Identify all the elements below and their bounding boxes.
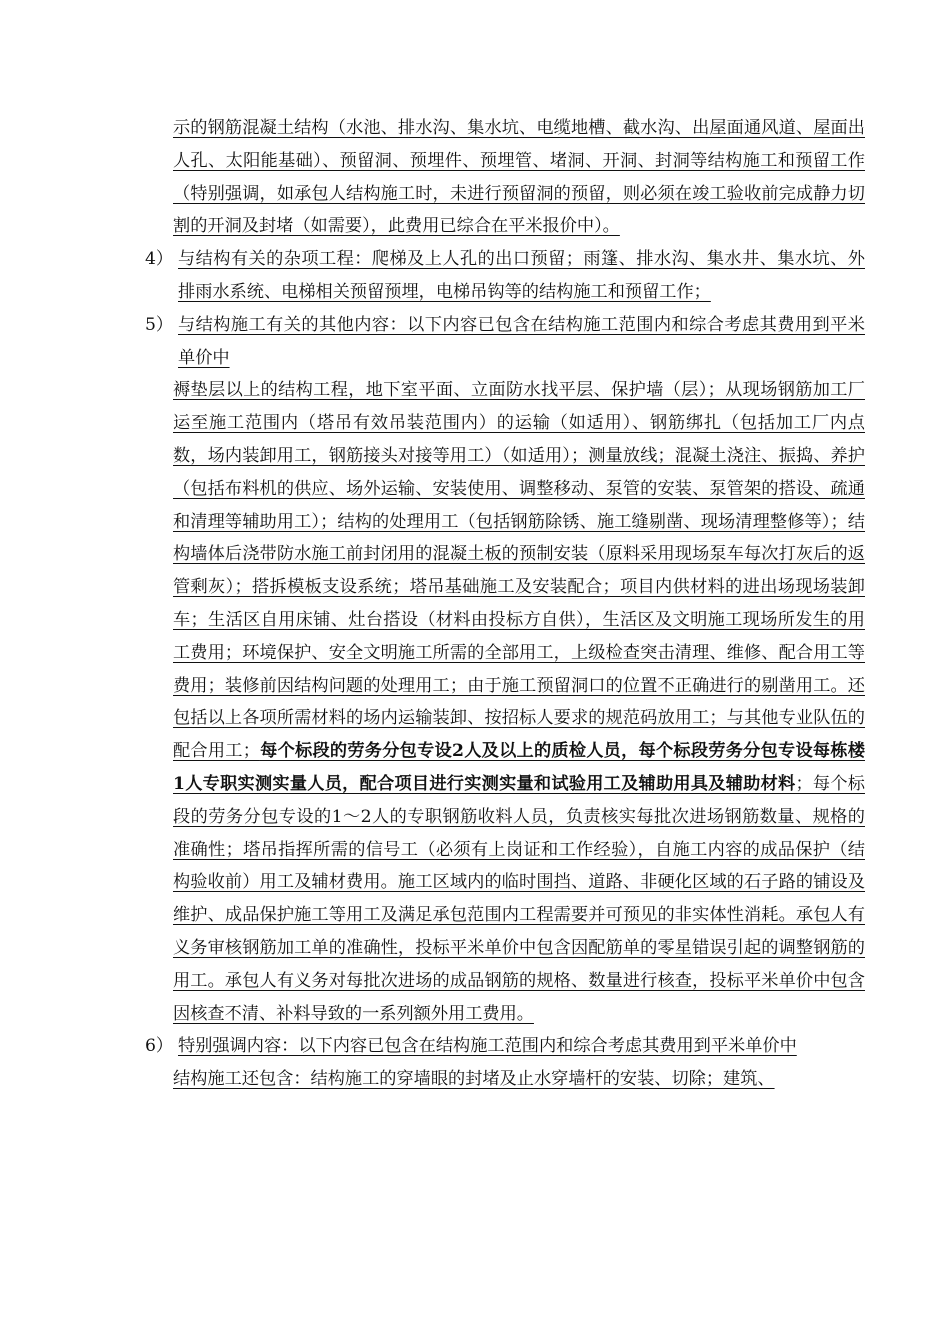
paragraph-continuation (145, 112, 865, 243)
list-item-text: 与结构有关的杂项工程：爬梯及上人孔的出口预留；雨篷、排水沟、集水井、集水坑、外排雨水系统、电梯相关预留预埋，电梯吊钩等的结构施工和预留工作； (178, 249, 865, 302)
paragraph-text: 示的钢筋混凝土结构（水池、排水沟、集水坑、电缆地槽、截水沟、出屋面通风道、屋面出人孔、太阳能基础）、预留洞、预埋件、预埋管、堵洞、开洞、封洞等结构施工和预留工作（特别强调，如承包人结构施工时，未进行预留洞的预留，则必须在竣工验收前完成静力切割的开洞及封堵（如需要），此费用已综合在平米报价中）。 (173, 118, 865, 237)
document-body (145, 112, 865, 1096)
paragraph-text: 结构施工还包含：结构施工的穿墙眼的封堵及止水穿墙杆的安装、切除；建筑、 (173, 1069, 775, 1090)
paragraph-text-before: 褥垫层以上的结构工程，地下室平面、立面防水找平层、保护墙（层）；从现场钢筋加工厂运至施工范围内（塔吊有效吊装范围内）的运输（如适用）、钢筋绑扎（包括加工厂内点数，场内装卸用工，钢筋接头对接等用工）（如适用）；测量放线；混凝土浇注、振捣、养护（包括布料机的供应、场外运输、安装使用、调整移动、泵管的安装、泵管架的搭设、疏通和清理等辅助用工）；结构的处理用工（包括钢筋除锈、施工缝剔凿、现场清理整修等）；结构墙体后浇带防水施工前封闭用的混凝土板的预制安装（原料采用现场泵车每次打灰后的返管剩灰）；搭拆模板支设系统；塔吊基础施工及安装配合；项目内供材料的进出场现场装卸车；生活区自用床铺、灶台搭设（材料由投标方自供），生活区及文明施工现场所发生的用工费用；环境保护、安全文明施工所需的全部用工，上级检查突击清理、维修、配合用工等费用；装修前因结构问题的处理用工；由于施工预留洞口的位置不正确进行的剔凿用工。还包括以上各项所需材料的场内运输装卸、按招标人要求的规范码放用工；与其他专业队伍的配合用工； (173, 380, 865, 762)
paragraph-text-after: ；每个标段的劳务分包专设的1～2人的专职钢筋收料人员，负责核实每批次进场钢筋数量、规格的准确性；塔吊指挥所需的信号工（必须有上岗证和工作经验），自施工内容的成品保护（结构验收前）用工及辅材费用。施工区域内的临时围挡、道路、非硬化区域的石子路的铺设及维护、成品保护施工等用工及满足承包范围内工程需要并可预见的非实体性消耗。承包人有义务审核钢筋加工单的准确性，投标平米单价中包含因配筋单的零星错误引起的调整钢筋的用工。承包人有义务对每批次进场的成品钢筋的规格、数量进行核查，投标平米单价中包含因核查不清、补料导致的一系列额外用工费用。 (173, 773, 865, 1024)
list-item-number: 6） (145, 1036, 174, 1057)
paragraph-tail (145, 1063, 865, 1096)
paragraph-text-bold: 每个标段的劳务分包专设2人及以上的质检人员，每个标段劳务分包专设每栋楼1人专职实测实量人员，配合项目进行实测实量和试验用工及辅助用具及辅助材料 (173, 741, 865, 794)
list-item-5 (145, 309, 865, 375)
list-item-6 (145, 1030, 865, 1063)
list-item-text: 与结构施工有关的其他内容：以下内容已包含在结构施工范围内和综合考虑其费用到平米单价中 (178, 314, 865, 368)
list-item-text: 特别强调内容：以下内容已包含在结构施工范围内和综合考虑其费用到平米单价中 (178, 1036, 797, 1057)
list-item-4 (145, 243, 865, 309)
list-item-number: 4） (145, 249, 174, 270)
list-item-number: 5） (145, 314, 174, 335)
paragraph-body (145, 374, 865, 1030)
